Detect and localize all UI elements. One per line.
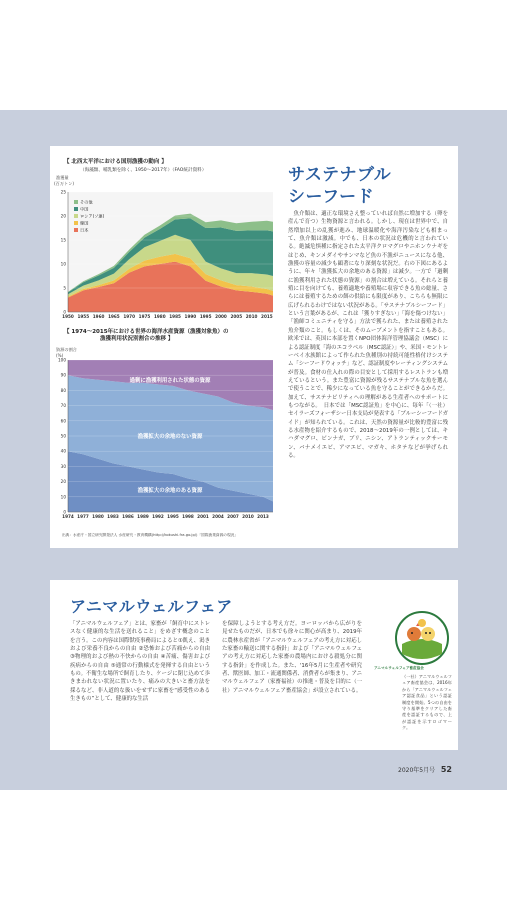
x-tick-label: 1985: [169, 314, 181, 319]
chart1-title: 【 北西太平洋における国別漁獲の動向 】: [64, 159, 167, 165]
chart2-yunit: (%): [56, 353, 64, 358]
y-tick-label: 20: [60, 479, 66, 485]
area-label: 過剰に漁獲利用された状態の資源: [129, 378, 211, 384]
x-tick-label: 1965: [108, 314, 120, 319]
x-tick-label: 2005: [230, 314, 243, 319]
chart2-area-chart: [50, 356, 278, 531]
x-tick-label: 2013: [257, 514, 269, 519]
x-tick-label: 1989: [137, 514, 149, 519]
y-tick-label: 5: [63, 285, 66, 291]
area-label: 漁獲拡大の余地のある資源: [137, 488, 203, 494]
x-tick-label: 1960: [92, 314, 105, 319]
footer-issue: 2020年5月号: [398, 767, 436, 774]
x-tick-label: 2010: [245, 314, 258, 319]
logo-caption: （一社）アニマルウェルフェア畜産協会は、2016年から「アニマルウェルフェア認証食品」という認証制度を開始。5つの自由を守り基準をクリアした畜産を認証するもので、上が認証を示すロゴマーク。: [402, 674, 452, 731]
legend-swatch: [74, 214, 78, 218]
x-tick-label: 1995: [167, 514, 179, 519]
x-tick-label: 1950: [62, 314, 74, 319]
chart2-title-line2: 漁獲利用状況別割合の推移 】: [100, 336, 174, 342]
sustainable-title-line1: サステナブル: [288, 165, 392, 185]
y-tick-label: 15: [60, 237, 66, 243]
chart2-ylabel: 資源の割合: [56, 347, 77, 352]
x-tick-label: 1983: [107, 514, 119, 519]
x-tick-label: 1977: [77, 514, 89, 519]
footer: [398, 765, 452, 774]
welfare-col2: を保障しようとする考え方だ。ヨーロッパから広がりを見せたものだが、日本でも徐々に関心が高まり、2019年に農林水産省が「アニマルウェルフェアの考え方に対応した家畜の輸送に関する指針」および「アニマルウェルフェアの考え方に対応した家畜の農場内における殺処分に関する指針」を作成した。また、'16年5月に生産者や研究者、獣医師、加工・流通関係者、消費者らが集まり、アニマルウェルフェア（家畜福祉）の推進・普及を目的に（一社）アニマルウェルフェア畜産協会」が設立されている。: [222, 621, 362, 694]
chart1-area-chart: [50, 186, 278, 326]
y-tick-label: 60: [60, 418, 66, 424]
x-tick-label: 2004: [212, 514, 224, 519]
legend-swatch: [74, 207, 78, 211]
x-tick-label: 1992: [152, 514, 164, 519]
chart2-source: 出典：水産庁・国立研究開発法人 水産研究・教育機構(http://kokushi.fra.go.jp/)「国際漁業資源の現況」: [62, 533, 239, 537]
chart1-yunit: (百万トン): [54, 181, 75, 186]
x-tick-label: 1970: [123, 314, 136, 319]
y-tick-label: 20: [60, 213, 66, 219]
animal-welfare-card: [50, 580, 458, 750]
legend-swatch: [74, 200, 78, 204]
x-tick-label: 1986: [122, 514, 134, 519]
animal-welfare-logo: [394, 610, 450, 666]
legend-label: ロシア(ソ連): [80, 213, 105, 219]
legend-label: その他: [80, 199, 93, 205]
legend-label: 日本: [80, 227, 89, 233]
y-tick-label: 80: [60, 387, 66, 393]
page-number: 52: [440, 765, 452, 774]
legend-label: 中国: [80, 206, 89, 212]
x-tick-label: 2000: [215, 314, 227, 319]
sustainable-title-line2: シーフード: [288, 187, 375, 207]
x-tick-label: 1980: [92, 514, 104, 519]
legend-swatch: [74, 228, 78, 232]
x-tick-label: 1998: [182, 514, 194, 519]
x-tick-label: 1975: [138, 314, 151, 319]
y-tick-label: 40: [60, 448, 66, 454]
x-tick-label: 2010: [242, 514, 254, 519]
x-tick-label: 2007: [227, 514, 239, 519]
x-tick-label: 2015: [261, 314, 273, 319]
x-tick-label: 1980: [153, 314, 166, 319]
y-tick-label: 0: [63, 509, 66, 515]
x-tick-label: 1995: [199, 314, 212, 319]
sustainable-body: 魚介類は、適正な環境さえ整っていれば自然に増加する（卵を産んで育つ）生物資源と言われる。しかし、現在は世界中で、自然増加以上の乱獲が進み、地球温暖化や海洋汚染なども相まって、魚介類は激減。中でも、日本の状況は危機的と言われている。絶滅危惧種に指定された太平洋クロマグロやニホンウナギをはじめ、キンメダイやサンマなど魚の不漁がニュースになる他、漁獲の容量の減少も顕著になり深刻な状況だ。右の下図にあるように、年々「漁獲拡大の余地のある資源」は減少。一方で「過剰に漁獲利用された状態の資源」の割合は増えている。それらと養殖に目を向けても、養殖適地や養殖場に収容できる魚の総量、さらには養殖するための餌の供給にも限度があり、こちらも無限に広げられるわけではない状況がある。「サステナブルシーフード」という言葉があるが、これは「獲りすぎない」「海を傷つけない」「漁師コミュニティを守る」方法で獲られた、または養殖された魚介類のこと。もしくは、そのムーブメントを指すこともある。欧米では、英国に本部を置くNPO団体海洋管理協議会（MSC）による認証制度「海のエコラベル（MSC認証）」や、米国・モントレーベイ水族館によって作られた魚種別の持続可能性格付けシステム「シーフードウォッチ」など、認証制度やレーティングシステムが普及。食材の仕入れの際の目安として採用するレストランも増えているという。また豊富に資源が残るサステナブルな魚を選んで使うことで、稀少になっている魚を守ることができるからだ。加えて、サステナビリティへの理解がある生産者へのサポートにもつながる。 日本では「MSC認証魚」を中心に、毎年「（一社）セイラーズフォーザシー日本支局が発表する「ブルーシーフードガイド」が知られている。これは、天然の資源量が比較的豊富に残る水産物を紹介するもので、2018〜2019年の一例としては、キハダマグロ、ビンナガ、ブリ、ニシン、アトランティックサーモン、バナメイエビ、アマエビ、マガキ、ホタテなどが挙げられる。: [288, 211, 448, 459]
legend-swatch: [74, 221, 78, 225]
y-tick-label: 70: [60, 403, 66, 409]
x-tick-label: 1974: [62, 514, 74, 519]
y-tick-label: 90: [60, 372, 66, 378]
logo-label: アニマルウェルフェア畜産協会: [374, 666, 424, 670]
area-label: 漁獲拡大の余地のない資源: [137, 434, 203, 440]
welfare-title: アニマルウェルフェア: [70, 597, 233, 616]
welfare-col1: 「アニマルウェルフェア」とは、家畜が「飼育中にストレスなく健康的な生活を送れること」をめざす概念のことを言う。この内容は国際獣疫事務局によると①飢え、渇きおよび栄養不良からの自由 ②恐怖および苦痛からの自由 ③物理的および熱の不快からの自由 ④苦痛、傷害および疾病からの自由 ⑤通常の行動様式を発揮する自由というもの。不衛生な場所で飼育したり、ケージに閉じ込めて歩きまわれない状況に置いたり、痛みの大きいと畜方法を採るなど、非人道的な扱いをせずに家畜を“感受性のある生きもの”として、健康的な生活: [70, 621, 210, 703]
chart1-subtitle: （海藻類、哺乳類を除く、1950〜2017年）（FAO統計資料）: [80, 168, 207, 173]
sustainable-seafood-card: [50, 146, 458, 548]
x-tick-label: 1955: [77, 314, 90, 319]
y-tick-label: 10: [60, 494, 66, 500]
y-tick-label: 50: [60, 433, 66, 439]
x-tick-label: 2001: [197, 514, 209, 519]
y-tick-label: 0: [63, 309, 66, 315]
chart1-ylabel: 漁獲量: [56, 175, 69, 180]
y-tick-label: 25: [60, 189, 66, 195]
x-tick-label: 1990: [184, 314, 197, 319]
y-tick-label: 10: [60, 261, 66, 267]
chart2-title-line1: 【 1974〜2015年における世界の海洋水産資源（漁獲対象魚）の: [64, 329, 229, 335]
y-tick-label: 30: [60, 463, 66, 469]
legend-label: 韓国: [80, 220, 89, 226]
y-tick-label: 100: [58, 357, 66, 363]
